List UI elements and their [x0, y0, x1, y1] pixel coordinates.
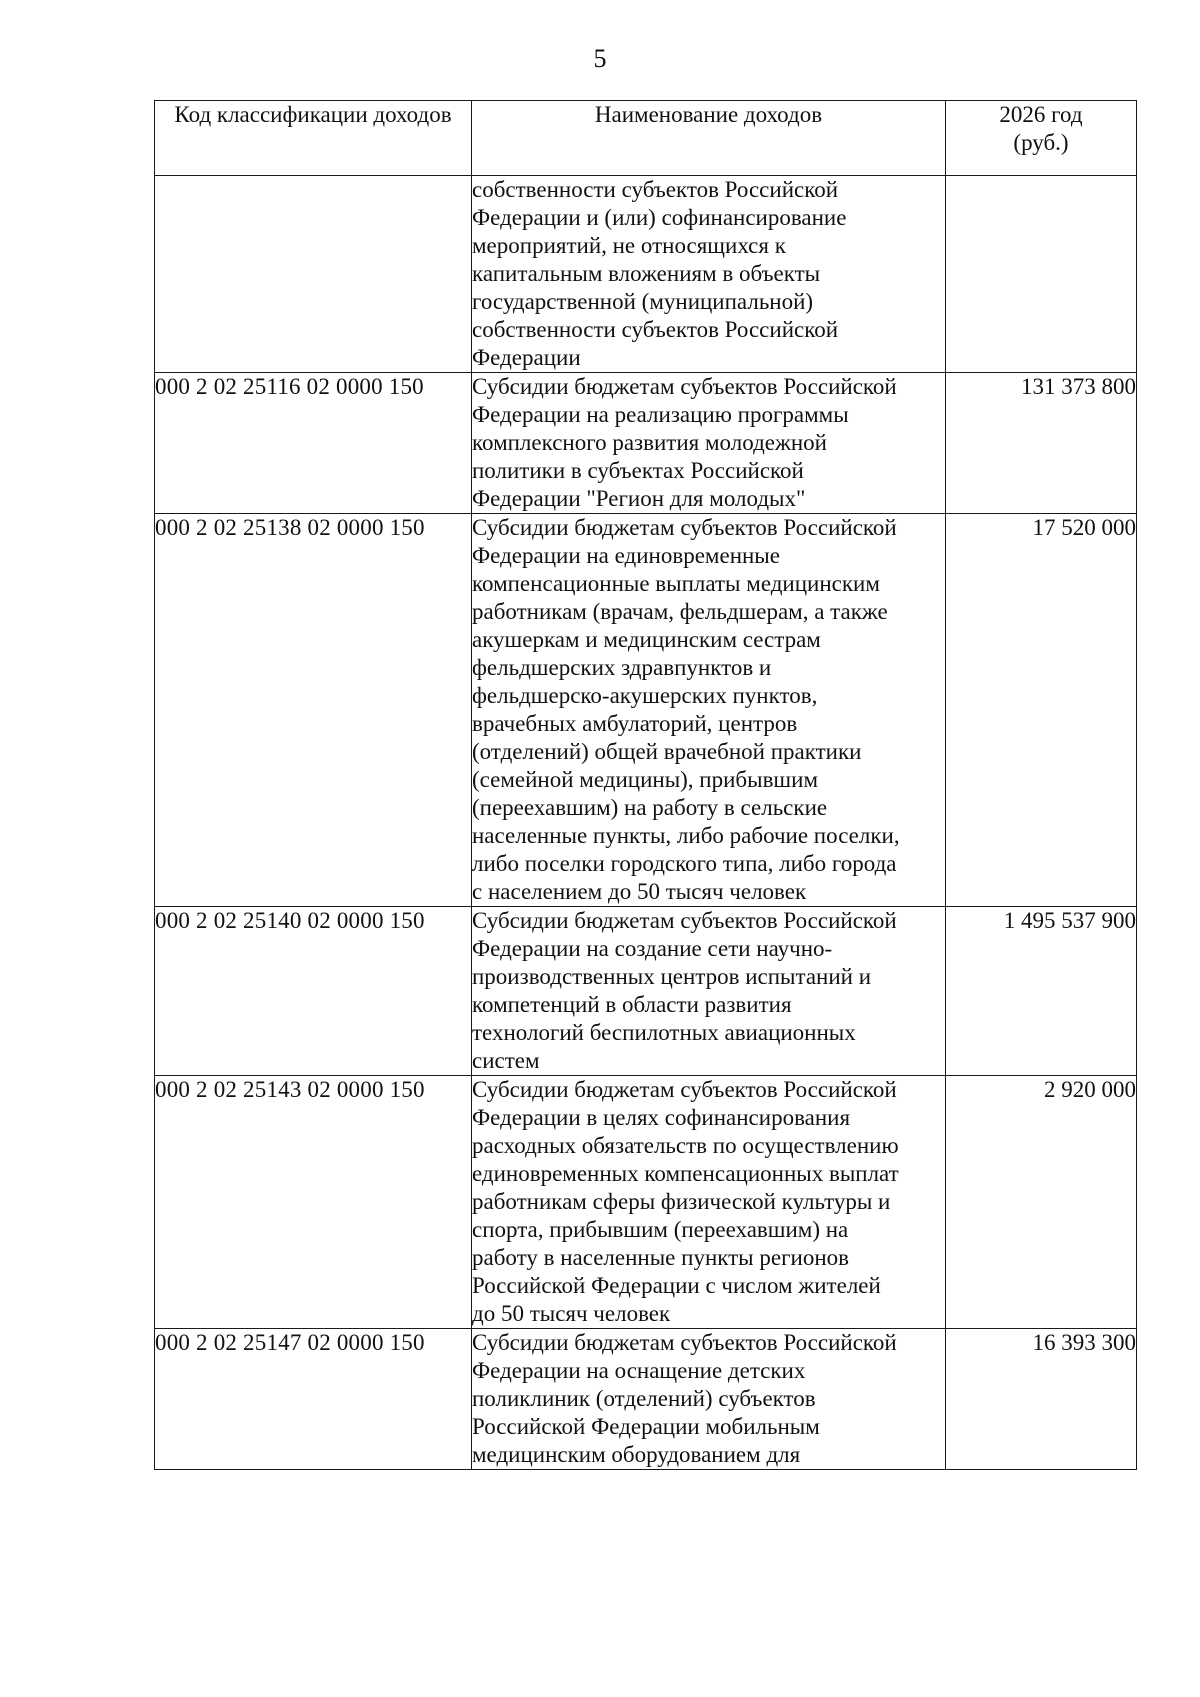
row-name-line: медицинским оборудованием для [472, 1442, 801, 1467]
table-body [155, 176, 1137, 1470]
row-amount: 17 520 000 [946, 514, 1137, 907]
table-row [155, 514, 1137, 907]
row-name-line: расходных обязательств по осуществлению [472, 1133, 899, 1158]
row-name [472, 514, 946, 907]
row-name-line: Федерации на создание сети научно- [472, 936, 833, 961]
row-name-line: Федерации [472, 345, 581, 370]
row-name-line: комплексного развития молодежной [472, 430, 827, 455]
row-name-line: врачебных амбулаторий, центров [472, 711, 798, 736]
row-name-line: технологий беспилотных авиационных [472, 1020, 856, 1045]
row-name-line: фельдшерско-акушерских пунктов, [472, 683, 818, 708]
row-name-line: до 50 тысяч человек [472, 1301, 671, 1326]
row-name-line: политики в субъектах Российской [472, 458, 804, 483]
row-name-line: Федерации "Регион для молодых" [472, 486, 806, 511]
row-name [472, 373, 946, 514]
row-name [472, 907, 946, 1076]
row-name-line: работникам сферы физической культуры и [472, 1189, 891, 1214]
row-name-line: Субсидии бюджетам субъектов Российской [472, 515, 897, 540]
row-amount: 2 920 000 [946, 1076, 1137, 1329]
row-name-line: с населением до 50 тысяч человек [472, 879, 807, 904]
row-name [472, 176, 946, 373]
row-name-line: производственных центров испытаний и [472, 964, 872, 989]
row-code: 000 2 02 25116 02 0000 150 [155, 373, 472, 514]
row-name-line: Субсидии бюджетам субъектов Российской [472, 908, 897, 933]
row-code: 000 2 02 25138 02 0000 150 [155, 514, 472, 907]
row-code: 000 2 02 25147 02 0000 150 [155, 1329, 472, 1470]
row-name-line: Субсидии бюджетам субъектов Российской [472, 1330, 897, 1355]
row-name-line: Федерации на единовременные [472, 543, 780, 568]
row-name-line: фельдшерских здравпунктов и [472, 655, 772, 680]
row-code: 000 2 02 25140 02 0000 150 [155, 907, 472, 1076]
row-amount: 131 373 800 [946, 373, 1137, 514]
row-name-line: Субсидии бюджетам субъектов Российской [472, 374, 897, 399]
row-code: 000 2 02 25143 02 0000 150 [155, 1076, 472, 1329]
row-name-line: мероприятий, не относящихся к [472, 233, 786, 258]
revenue-table [154, 100, 1137, 1470]
header-code: Код классификации доходов [155, 101, 472, 176]
row-amount: 1 495 537 900 [946, 907, 1137, 1076]
row-name-line: работникам (врачам, фельдшерам, а также [472, 599, 888, 624]
row-amount [946, 176, 1137, 373]
table-row [155, 1076, 1137, 1329]
row-name-line: государственной (муниципальной) [472, 289, 814, 314]
row-name-line: либо поселки городского типа, либо города [472, 851, 897, 876]
row-name-line: Субсидии бюджетам субъектов Российской [472, 1077, 897, 1102]
row-name-line: компетенций в области развития [472, 992, 792, 1017]
row-name-line: компенсационные выплаты медицинским [472, 571, 880, 596]
row-name-line: единовременных компенсационных выплат [472, 1161, 899, 1186]
header-amount-year: 2026 год [999, 102, 1083, 127]
row-name [472, 1329, 946, 1470]
row-name-line: Федерации на реализацию программы [472, 402, 849, 427]
row-name-line: населенные пункты, либо рабочие поселки, [472, 823, 900, 848]
row-name-line: Федерации и (или) софинансирование [472, 205, 847, 230]
row-name [472, 1076, 946, 1329]
row-name-line: Федерации на оснащение детских [472, 1358, 806, 1383]
row-name-line: Российской Федерации мобильным [472, 1414, 820, 1439]
table-row [155, 373, 1137, 514]
header-amount-unit: (руб.) [1013, 130, 1069, 155]
table-row [155, 907, 1137, 1076]
row-name-line: Российской Федерации с числом жителей [472, 1273, 881, 1298]
table-row [155, 176, 1137, 373]
table-header-row [155, 101, 1137, 176]
row-code [155, 176, 472, 373]
header-name: Наименование доходов [472, 101, 946, 176]
row-amount: 16 393 300 [946, 1329, 1137, 1470]
page-number: 5 [593, 44, 607, 73]
row-name-line: Федерации в целях софинансирования [472, 1105, 851, 1130]
row-name-line: собственности субъектов Российской [472, 177, 839, 202]
row-name-line: (отделений) общей врачебной практики [472, 739, 862, 764]
table-row [155, 1329, 1137, 1470]
row-name-line: работу в населенные пункты регионов [472, 1245, 850, 1270]
row-name-line: (переехавшим) на работу в сельские [472, 795, 828, 820]
row-name-line: капитальным вложениям в объекты [472, 261, 821, 286]
header-amount [946, 101, 1137, 176]
row-name-line: (семейной медицины), прибывшим [472, 767, 819, 792]
row-name-line: систем [472, 1048, 540, 1073]
row-name-line: поликлиник (отделений) субъектов [472, 1386, 816, 1411]
row-name-line: акушеркам и медицинским сестрам [472, 627, 821, 652]
row-name-line: спорта, прибывшим (переехавшим) на [472, 1217, 849, 1242]
row-name-line: собственности субъектов Российской [472, 317, 839, 342]
